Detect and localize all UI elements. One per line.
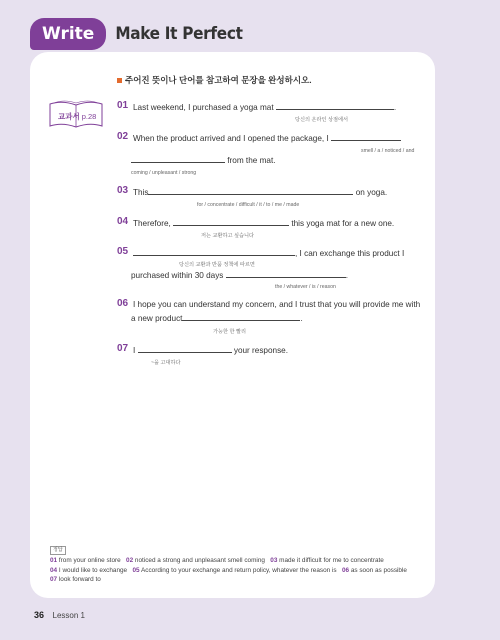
answer-blank[interactable] — [138, 344, 232, 353]
question-number: 04 — [117, 216, 129, 227]
question-text: I your response. — [133, 346, 289, 355]
answer-line: 07 look forward to — [50, 576, 101, 584]
question-text: , I can exchange this product I — [133, 247, 404, 260]
question-06 — [117, 298, 419, 336]
section-title: Make It Perfect — [115, 24, 243, 44]
question-number: 02 — [117, 131, 129, 142]
question-text-line2: purchased within 30 days . — [131, 271, 348, 280]
answer-blank[interactable] — [276, 101, 394, 110]
hint: ~을 고대하다 — [151, 360, 181, 366]
question-number: 01 — [117, 100, 129, 111]
instruction-text: 주어진 뜻이나 단어를 참고하여 문장을 완성하시오. — [125, 75, 312, 85]
question-text: I hope you can understand my concern, and I trust that you will provide me with — [133, 300, 421, 309]
question-05 — [117, 246, 419, 290]
section-header — [30, 14, 243, 54]
textbook-label: 교과서 p.28 — [58, 112, 97, 121]
answer-blank[interactable] — [173, 217, 289, 226]
answer-blank[interactable] — [331, 132, 401, 141]
answer-blank[interactable] — [148, 186, 353, 195]
answer-badge: 정답 — [50, 546, 66, 555]
answer-line: 04 I would like to exchange 05 According to your exchange and return policy, whatever the reason is 06 as soon as possible — [50, 566, 407, 574]
question-number: 05 — [117, 246, 129, 257]
question-text: When the product arrived and I opened the package, I — [133, 132, 401, 145]
instruction — [117, 74, 312, 86]
textbook-reference — [48, 100, 104, 130]
question-04 — [117, 216, 419, 240]
hint: coming / unpleasant / strong — [131, 170, 197, 176]
answer-blank[interactable] — [131, 154, 225, 163]
answer-line: 01 from your online store 02 noticed a strong and unpleasant smell coming 03 made it difficult for me to concentrate — [50, 557, 384, 564]
question-03 — [117, 185, 419, 209]
hint: 당신의 온라인 상점에서 — [295, 117, 348, 123]
question-number: 03 — [117, 185, 129, 196]
hint: the / whatever / is / reason — [275, 284, 336, 290]
question-text: Therefore, this yoga mat for a new one. — [133, 219, 395, 228]
answer-blank[interactable] — [133, 247, 295, 256]
question-number: 06 — [117, 298, 129, 309]
hint: 당신의 교환과 반품 정책에 따르면 — [179, 262, 255, 268]
question-01 — [117, 100, 419, 130]
answer-key — [50, 545, 407, 585]
question-07 — [117, 343, 419, 367]
answer-blank[interactable] — [182, 312, 300, 321]
question-text: This on yoga. — [133, 188, 388, 197]
hint: 가능한 한 빨리 — [213, 329, 246, 335]
hint: 저는 교환하고 싶습니다 — [201, 233, 254, 239]
hint: smell / a / noticed / and — [361, 148, 415, 154]
answer-blank[interactable] — [226, 269, 346, 278]
question-text-line2: from the mat. — [131, 154, 276, 167]
bullet-square-icon — [117, 78, 122, 83]
question-text: Last weekend, I purchased a yoga mat . — [133, 103, 397, 112]
question-02 — [117, 131, 419, 176]
hint: for / concentrate / difficult / it / to / me / made — [197, 202, 300, 208]
write-badge: Write — [30, 18, 106, 50]
question-text-line2: a new product . — [131, 314, 303, 323]
page-footer — [34, 610, 85, 620]
page-number: 36 — [34, 610, 45, 620]
lesson-label: Lesson 1 — [52, 611, 85, 620]
question-number: 07 — [117, 343, 129, 354]
